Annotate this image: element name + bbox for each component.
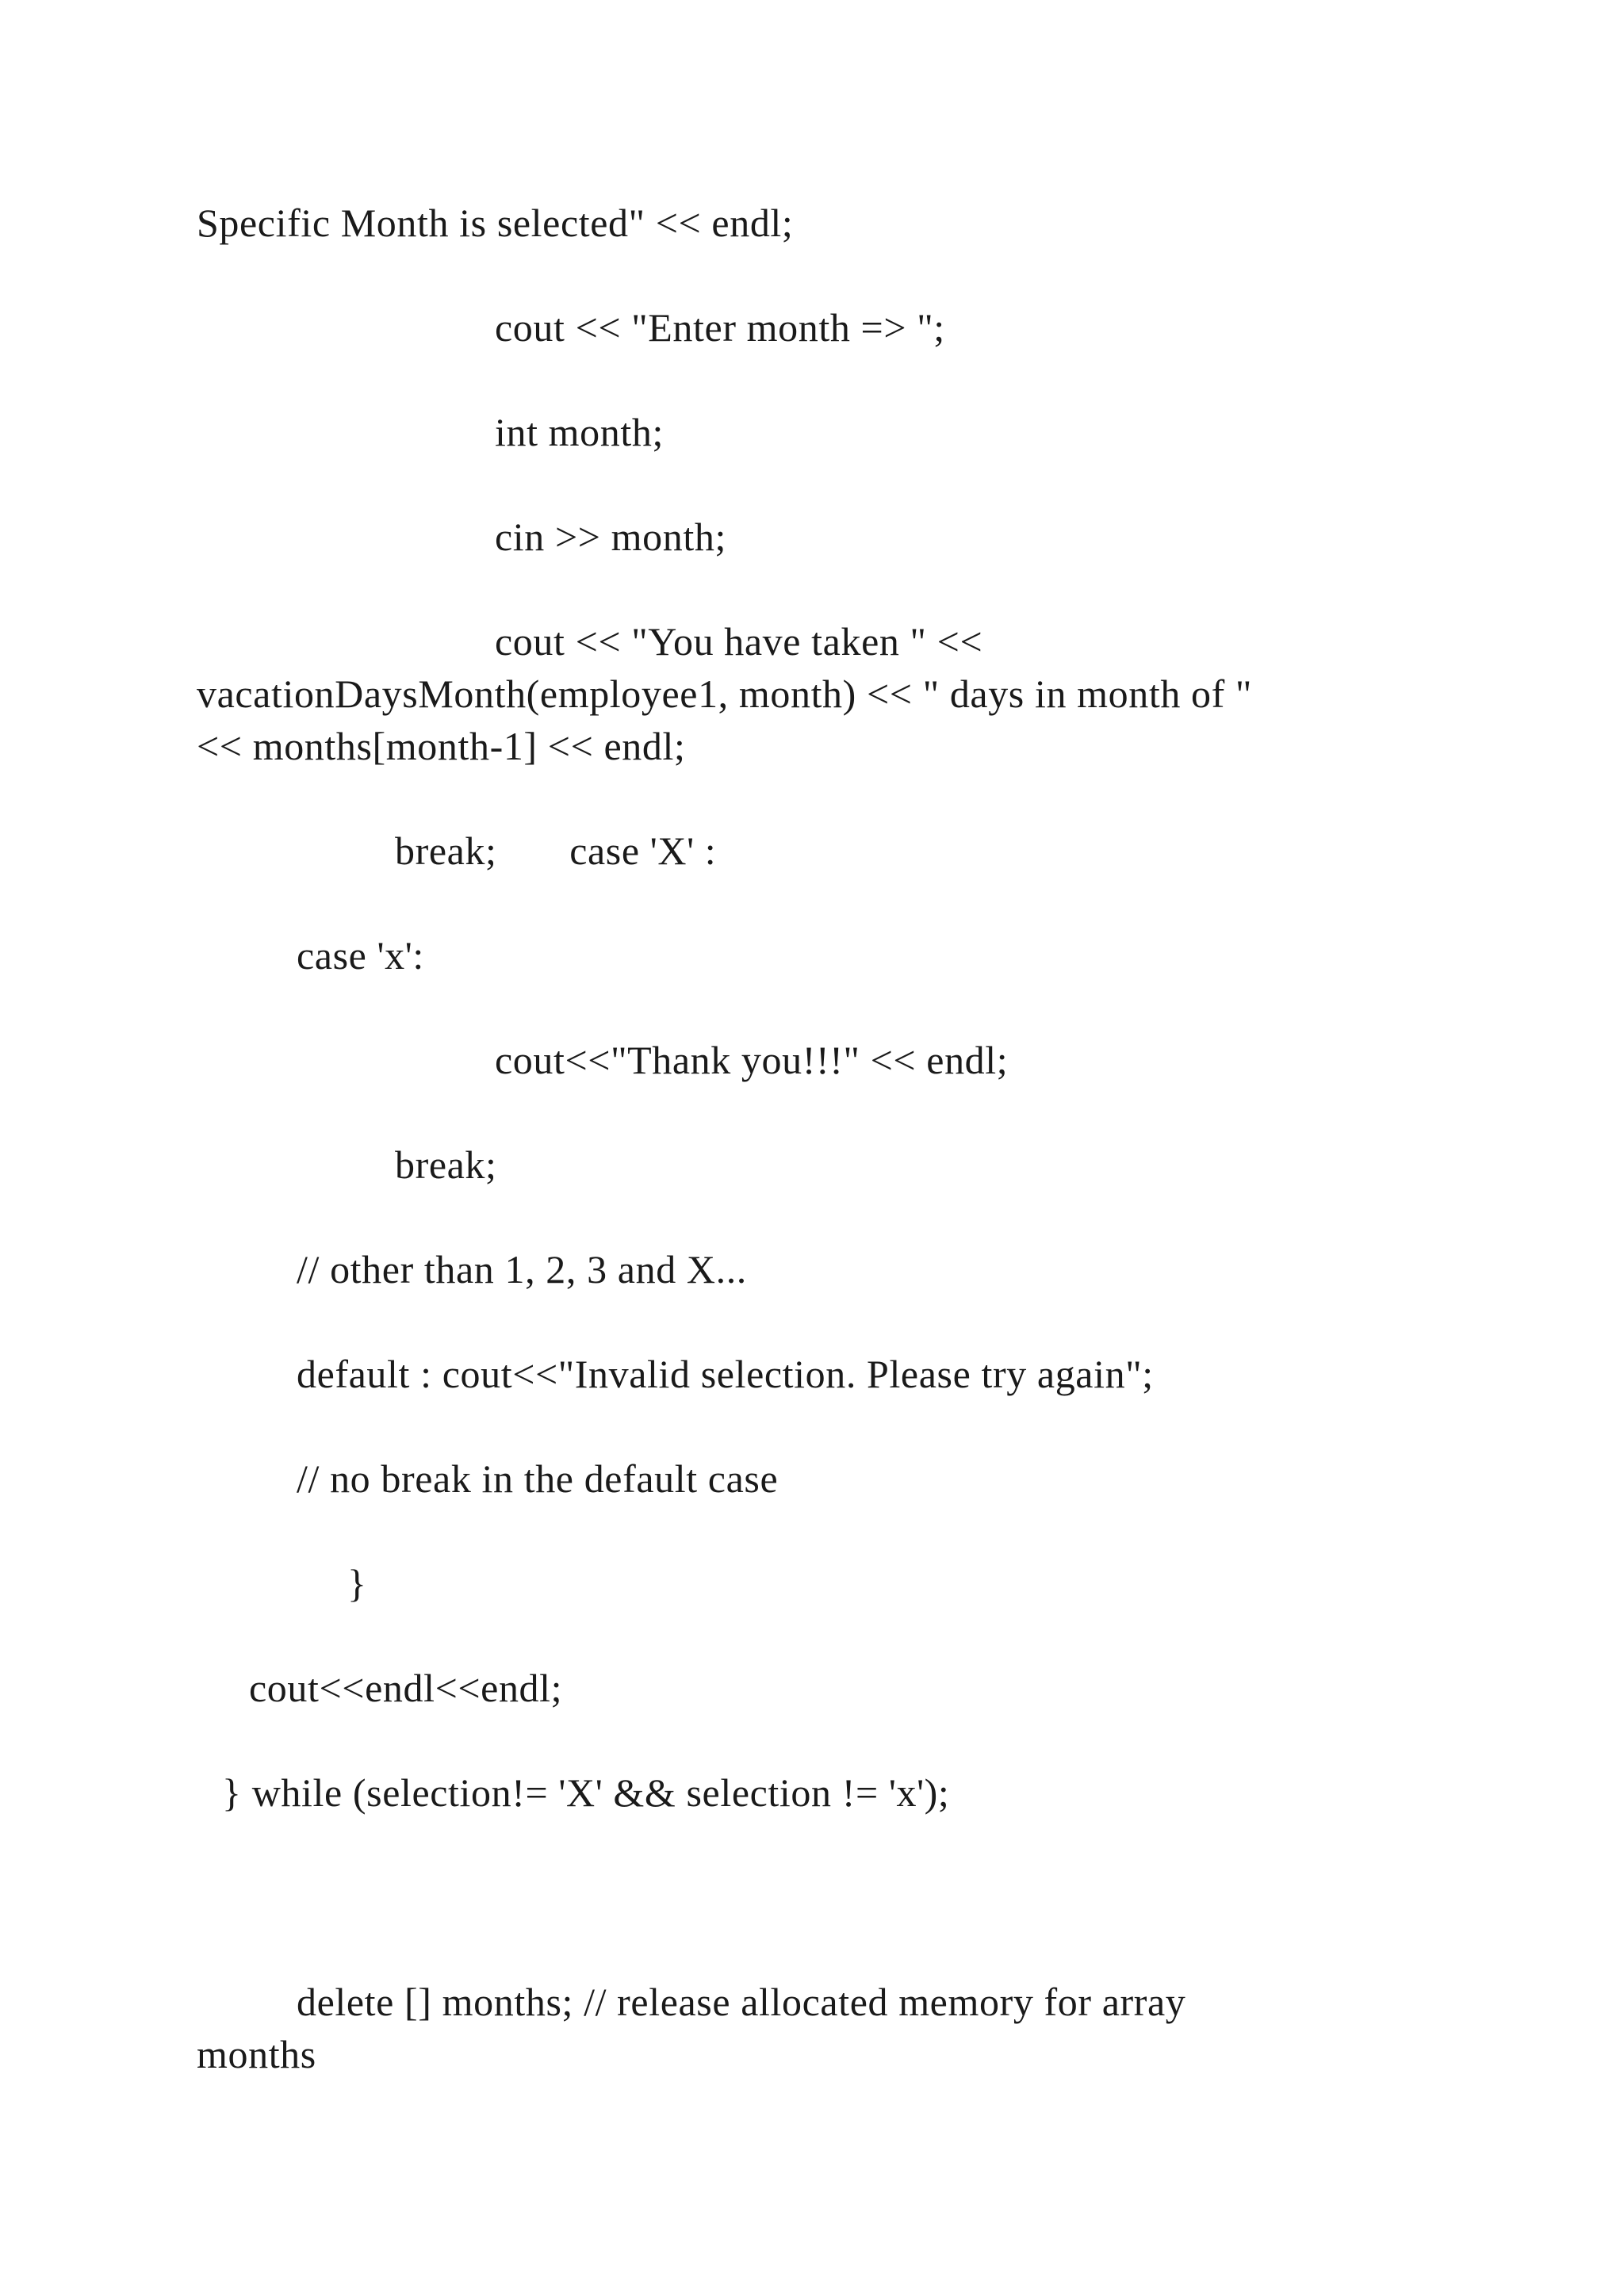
code-line: delete [] months; // release allocated memory for array [297, 1980, 1186, 2024]
code-line: vacationDaysMonth(employee1, month) << " days in month of " [197, 672, 1253, 716]
code-line: Specific Month is selected" << endl; [197, 201, 794, 245]
code-line: default : cout<<"Invalid selection. Please try again"; [297, 1352, 1154, 1396]
code-line: // no break in the default case [297, 1456, 779, 1501]
code-line: case 'x': [297, 933, 424, 978]
code-line: int month; [495, 410, 664, 454]
code-line: cin >> month; [495, 515, 726, 559]
code-line: cout << "Enter month => "; [495, 305, 945, 350]
code-line: break; [395, 1142, 497, 1187]
code-line: } while (selection!= 'X' && selection != 'x'); [222, 1770, 950, 1815]
code-line: << months[month-1] << endl; [197, 724, 686, 768]
code-line: } [347, 1561, 367, 1605]
code-line: cout << "You have taken " << [495, 619, 983, 664]
code-line: months [197, 2032, 316, 2076]
code-line: break; case 'X' : [395, 828, 717, 873]
code-line: cout<<"Thank you!!!" << endl; [495, 1038, 1009, 1082]
code-line: cout<<endl<<endl; [249, 1666, 563, 1710]
code-line: // other than 1, 2, 3 and X... [297, 1247, 747, 1292]
